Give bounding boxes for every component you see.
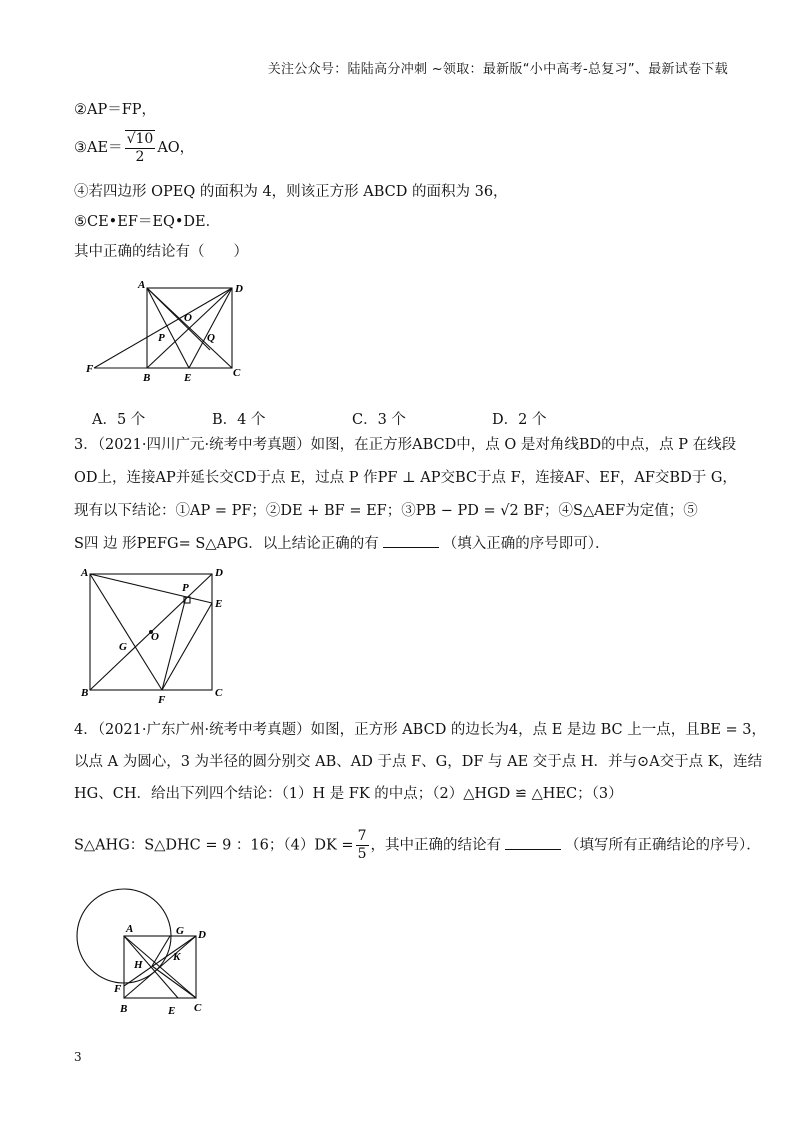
q3-label-b: B [81, 687, 89, 699]
q4-label-c: C [194, 1002, 202, 1014]
q3-line-1: 3．（2021·四川广元·统考中考真题）如图，在正方形ABCD中，点 O 是对角线BD的中点，点 P 在线段 [74, 437, 737, 453]
q4-label-g: G [176, 925, 184, 937]
q4-line-3: HG、CH．给出下列四个结论：（1）H 是 FK 的中点；（2）△HGD ≌ △HEC；（3） [74, 786, 623, 802]
q2-label-f: F [86, 363, 94, 375]
q3-area-quad: S四 边 形PEFG [74, 536, 179, 552]
q2-label-a: A [138, 279, 146, 291]
q3-label-o: O [151, 631, 159, 643]
q2-item-2: ②AP＝FP， [74, 102, 157, 118]
q2-figure [80, 278, 260, 388]
q4-figure [70, 882, 220, 1022]
q2-item-4: ④若四边形 OPEQ 的面积为 4，则该正方形 ABCD 的面积为 36， [74, 184, 508, 200]
q2-item-5: ⑤CE•EF＝EQ•DE． [74, 214, 221, 230]
choice-b[interactable]: B．4 个 [212, 412, 266, 428]
q3-label-a: A [81, 567, 89, 579]
q3-label-c: C [215, 687, 223, 699]
q2-label-e: E [184, 372, 192, 384]
q4-label-a: A [126, 923, 134, 935]
q3-label-e: E [215, 598, 223, 610]
q3-line-3: 现有以下结论：①AP = PF；②DE + BF = EF；③PB − PD = √2 BF；④S△AEF为定值；⑤ [74, 503, 698, 519]
choice-d[interactable]: D．2 个 [492, 412, 547, 428]
q3-label-g: G [119, 641, 127, 653]
page-header: 关注公众号：陆陆高分冲刺 ~领取：最新版“小中高考-总复习”、最新试卷下载 [267, 62, 728, 77]
q2-label-p: P [158, 332, 165, 344]
q4-label-f: F [114, 983, 122, 995]
page-number: 3 [74, 1050, 82, 1064]
q3-answer-blank[interactable] [383, 547, 439, 548]
q2-label-c: C [233, 367, 241, 379]
choice-c[interactable]: C．3 个 [352, 412, 406, 428]
q2-label-q: Q [207, 332, 215, 344]
q4-label-k: K [173, 951, 181, 963]
q4-label-b: B [120, 1003, 128, 1015]
q3-label-p: P [182, 582, 189, 594]
q4-label-h: H [134, 959, 143, 971]
q2-prompt: 其中正确的结论有（ ） [74, 244, 248, 260]
q2-label-o: O [184, 312, 192, 324]
q2-item-3: ③AE＝ $\frac{√10}{2}$ AO， [74, 131, 195, 165]
q4-label-d: D [198, 929, 206, 941]
q3-line-4: S四 边 形PEFG= S△APG．以上结论正确的有 （填入正确的序号即可）． [74, 536, 610, 552]
q4-label-e: E [168, 1005, 176, 1017]
choice-a[interactable]: A．5 个 [92, 412, 146, 428]
q4-line-2: 以点 A 为圆心，3 为半径的圆分别交 AB、AD 于点 F、G，DF 与 AE 交于点 H．并与⊙A交于点 K，连结 [74, 754, 763, 770]
q2-label-d: D [235, 283, 243, 295]
q3-label-f: F [158, 694, 166, 706]
q4-line-4: S△AHG：S△DHC = 9 ：16；（4）DK = $\frac{7}{5}$ ，其中正确的结论有 （填写所有正确结论的序号）． [74, 828, 761, 862]
q3-figure [78, 566, 238, 706]
q4-answer-blank[interactable] [505, 849, 561, 850]
q3-line-2: OD上，连接AP并延长交CD于点 E，过点 P 作PF ⊥ AP交BC于点 F，连接AF、EF，AF交BD于 G， [74, 470, 737, 486]
q2-label-b: B [143, 372, 151, 384]
q3-label-d: D [215, 567, 223, 579]
q4-line-1: 4．（2021·广东广州·统考中考真题）如图，正方形 ABCD 的边长为4，点 E 是边 BC 上一点，且BE = 3， [74, 722, 767, 738]
